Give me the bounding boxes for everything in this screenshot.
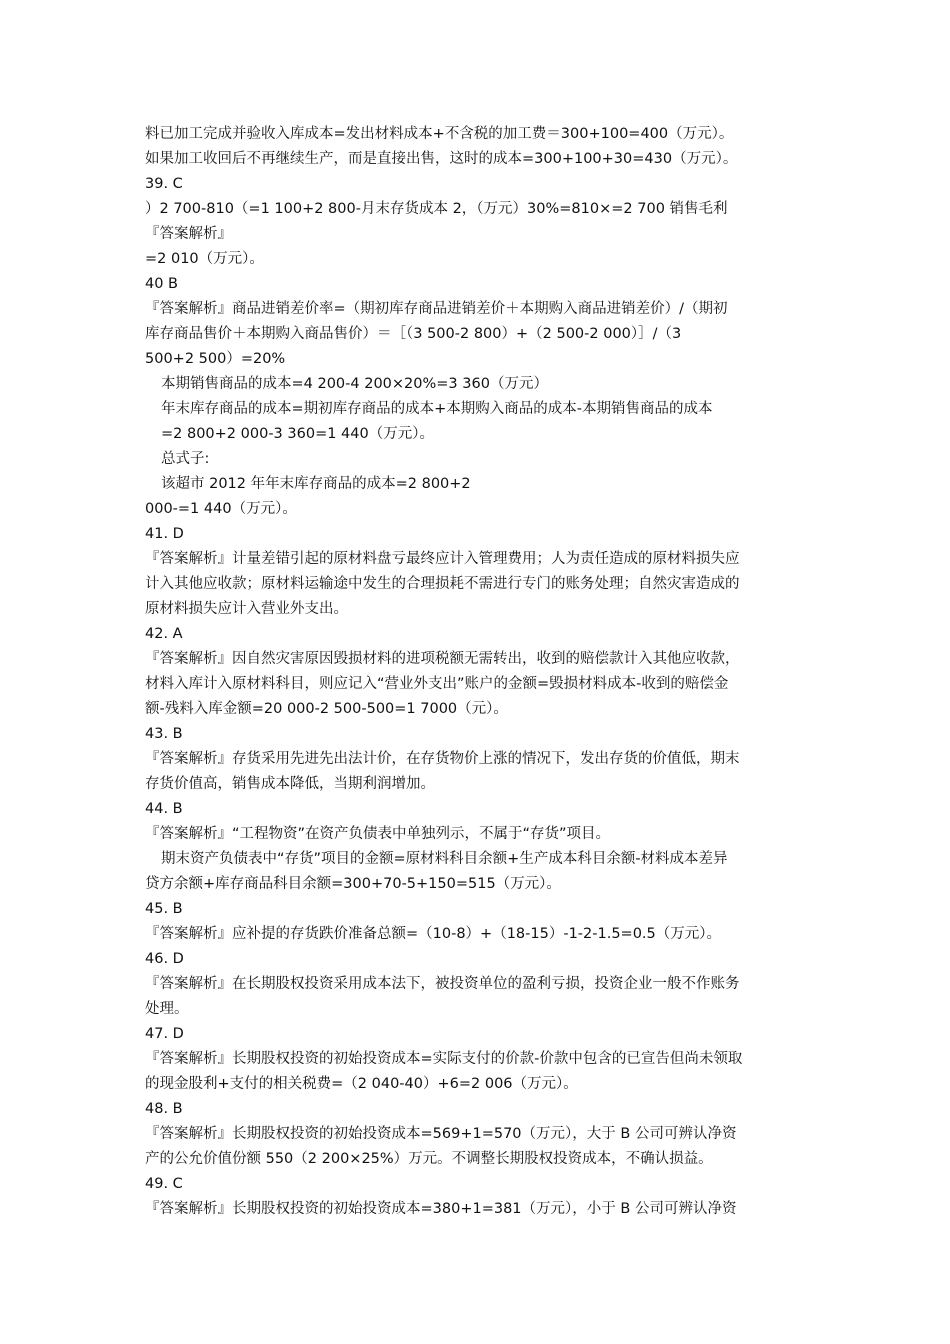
text-line: 材料入库计入原材料科目，则应记入“营业外支出”账户的金额=毁损材料成本-收到的赔偿金 — [145, 676, 729, 692]
text-line: 期末资产负债表中“存货”项目的金额=原材料科目余额+生产成本科目余额-材料成本差异 — [161, 851, 728, 867]
question-number: 44. B — [145, 801, 183, 817]
text-line: 如果加工收回后不再继续生产，而是直接出售，这时的成本=300+100+30=430（万元）。 — [145, 151, 738, 167]
text-line: 『答案解析』应补提的存货跌价准备总额=（10-8）+（18-15）-1-2-1.5=0.5（万元）。 — [145, 926, 722, 942]
question-number: 40 B — [145, 276, 179, 292]
text-line: ）2 700-810（=1 100+2 800-月末存货成本 2，（万元）30%=810×=2 700 销售毛利 — [145, 201, 728, 217]
text-line: 『答案解析』长期股权投资的初始投资成本=实际支付的价款-价款中包含的已宣告但尚未领取 — [145, 1051, 743, 1067]
text-line: 『答案解析』计量差错引起的原材料盘亏最终应计入管理费用；人为责任造成的原材料损失应 — [145, 551, 740, 567]
text-line: 『答案解析』因自然灾害原因毁损材料的进项税额无需转出，收到的赔偿款计入其他应收款， — [145, 651, 740, 667]
text-line: 『答案解析』商品进销差价率=（期初库存商品进销差价＋本期购入商品进销差价）/（期初 — [145, 301, 728, 317]
question-number: 42. A — [145, 626, 183, 642]
text-line: 500+2 500）=20% — [145, 351, 286, 367]
text-line: 原材料损失应计入营业外支出。 — [145, 601, 348, 617]
question-number: 45. B — [145, 901, 183, 917]
text-line: 该超市 2012 年年末库存商品的成本=2 800+2 — [161, 476, 471, 492]
question-number: 48. B — [145, 1101, 183, 1117]
text-line: 『答案解析』“工程物资”在资产负债表中单独列示，不属于“存货”项目。 — [145, 826, 611, 842]
text-line: 库存商品售价＋本期购入商品售价）＝［（3 500-2 800）+（2 500-2 000）］/（3 — [145, 326, 682, 342]
text-line: 计入其他应收款；原材料运输途中发生的合理损耗不需进行专门的账务处理；自然灾害造成的 — [145, 576, 740, 592]
text-line: 的现金股利+支付的相关税费=（2 040-40）+6=2 006（万元）。 — [145, 1076, 578, 1092]
text-line: 额-残料入库金额=20 000-2 500-500=1 7000（元）。 — [145, 701, 508, 717]
question-number: 39. C — [145, 176, 183, 192]
question-number: 46. D — [145, 951, 184, 967]
question-number: 47. D — [145, 1026, 184, 1042]
answer-analysis-label: 『答案解析』 — [145, 226, 232, 242]
text-line: 料已加工完成并验收入库成本=发出材料成本+不含税的加工费＝300+100=400（万元）。 — [145, 126, 734, 142]
text-line: 000-=1 440（万元）。 — [145, 501, 297, 517]
text-line: 处理。 — [145, 1001, 189, 1017]
text-line: 年末库存商品的成本=期初库存商品的成本+本期购入商品的成本-本期销售商品的成本 — [161, 401, 713, 417]
text-line: =2 800+2 000-3 360=1 440（万元）。 — [161, 426, 434, 442]
text-line: 『答案解析』长期股权投资的初始投资成本=380+1=381（万元），小于 B 公司可辨认净资 — [145, 1201, 737, 1217]
text-line: 产的公允价值份额 550（2 200×25%）万元。不调整长期股权投资成本，不确认损益。 — [145, 1151, 713, 1167]
text-line: 『答案解析』存货采用先进先出法计价，在存货物价上涨的情况下，发出存货的价值低，期末 — [145, 751, 740, 767]
question-number: 43. B — [145, 726, 183, 742]
text-line: 『答案解析』长期股权投资的初始投资成本=569+1=570（万元），大于 B 公司可辨认净资 — [145, 1126, 737, 1142]
document-body — [145, 122, 810, 1222]
question-number: 41. D — [145, 526, 184, 542]
text-line: 『答案解析』在长期股权投资采用成本法下，被投资单位的盈利亏损，投资企业一般不作账务 — [145, 976, 740, 992]
question-number: 49. C — [145, 1176, 183, 1192]
text-line: 本期销售商品的成本=4 200-4 200×20%=3 360（万元） — [161, 376, 548, 392]
text-line: =2 010（万元）。 — [145, 251, 264, 267]
text-line: 存货价值高，销售成本降低，当期利润增加。 — [145, 776, 435, 792]
text-line: 贷方余额+库存商品科目余额=300+70-5+150=515（万元）。 — [145, 876, 561, 892]
text-line: 总式子: — [161, 451, 210, 467]
